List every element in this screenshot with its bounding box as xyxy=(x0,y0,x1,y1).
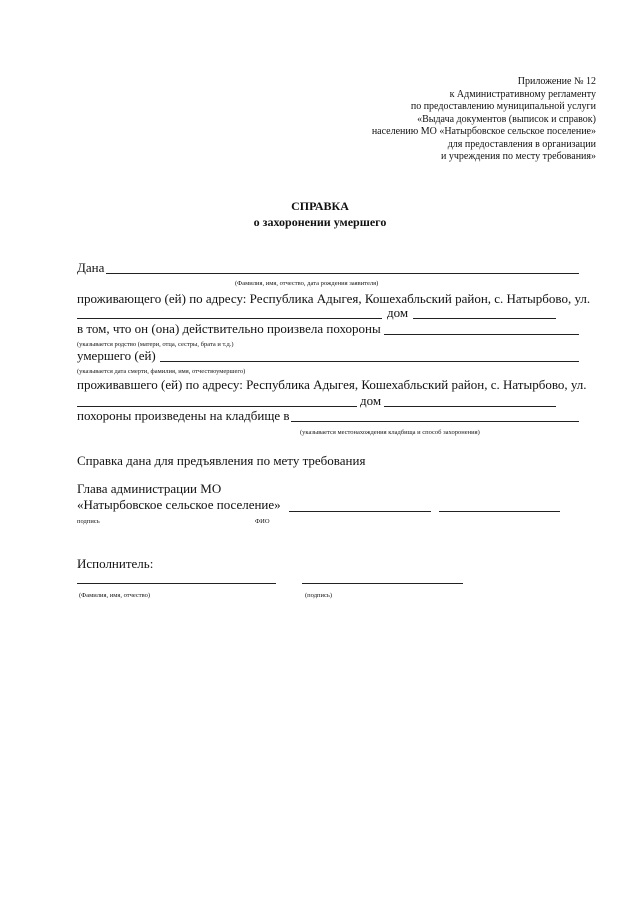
document-title: СПРАВКА xyxy=(291,199,349,213)
deceased-hint: (указывается дата смерти, фамилия, имя, отчествоумершего) xyxy=(77,368,246,375)
residing-house-line[interactable] xyxy=(413,318,556,319)
head-name-hint: ФИО xyxy=(255,518,270,525)
resided-street-line[interactable] xyxy=(77,406,357,407)
header-line-organizations: для предоставления в организации xyxy=(447,138,596,150)
issued-to-hint: (Фамилия, имя, отчество, дата рождения заявителя) xyxy=(235,280,379,287)
header-line-regulation: к Административному регламенту xyxy=(449,88,596,100)
purpose-text: Справка дана для предъявления по мету требования xyxy=(77,453,366,468)
cemetery-label: похороны произведены на кладбище в xyxy=(77,408,290,423)
executor-name-hint: (Фамилия, имя, отчество) xyxy=(79,592,151,599)
head-signature-line[interactable] xyxy=(289,511,431,512)
head-sign-hint: подпись xyxy=(77,518,100,525)
head-title-line1: Глава администрации МО xyxy=(77,481,222,496)
residing-street-line[interactable] xyxy=(77,318,382,319)
resided-address-text: проживавшего (ей) по адресу: Республика Адыгея, Кошехабльский район, с. Натырбово, ул. xyxy=(77,377,587,392)
executor-signature-line[interactable] xyxy=(302,583,463,584)
executor-label: Исполнитель: xyxy=(77,556,154,571)
head-name-line[interactable] xyxy=(439,511,560,512)
house-label-1: дом xyxy=(387,305,409,320)
resided-house-line[interactable] xyxy=(384,406,556,407)
issued-to-label: Дана xyxy=(77,260,105,275)
issued-to-line[interactable] xyxy=(106,273,579,274)
residing-address-text: проживающего (ей) по адресу: Республика Адыгея, Кошехабльский район, с. Натырбово, ул. xyxy=(77,291,591,306)
deceased-label: умершего (ей) xyxy=(77,348,156,363)
header-line-population: населению МО «Натырбовское сельское поселение» xyxy=(371,126,596,137)
header-line-service: по предоставлению муниципальной услуги xyxy=(410,101,596,112)
header-line-documents: «Выдача документов (выписок и справок) xyxy=(417,113,596,125)
head-title-line2: «Натырбовское сельское поселение» xyxy=(77,497,281,512)
document-subtitle: о захоронении умершего xyxy=(253,215,387,229)
appendix-header xyxy=(372,76,596,164)
funeral-text: в том, что он (она) действительно произвела похороны xyxy=(77,321,381,336)
relation-hint: (указывается родство (матери, отца, сестры, брата и т.д.) xyxy=(77,341,234,348)
executor-sign-hint: (подпись) xyxy=(305,592,332,599)
relation-line[interactable] xyxy=(384,334,579,335)
house-label-2: дом xyxy=(360,393,382,408)
header-line-appendix: Приложение № 12 xyxy=(517,76,596,87)
cemetery-line[interactable] xyxy=(291,421,579,422)
executor-name-line[interactable] xyxy=(77,583,276,584)
cemetery-hint: (указывается местонахождения кладбища и способ захоронения) xyxy=(300,429,480,436)
header-line-institutions: и учреждения по месту требования» xyxy=(441,151,596,162)
deceased-line[interactable] xyxy=(160,361,579,362)
